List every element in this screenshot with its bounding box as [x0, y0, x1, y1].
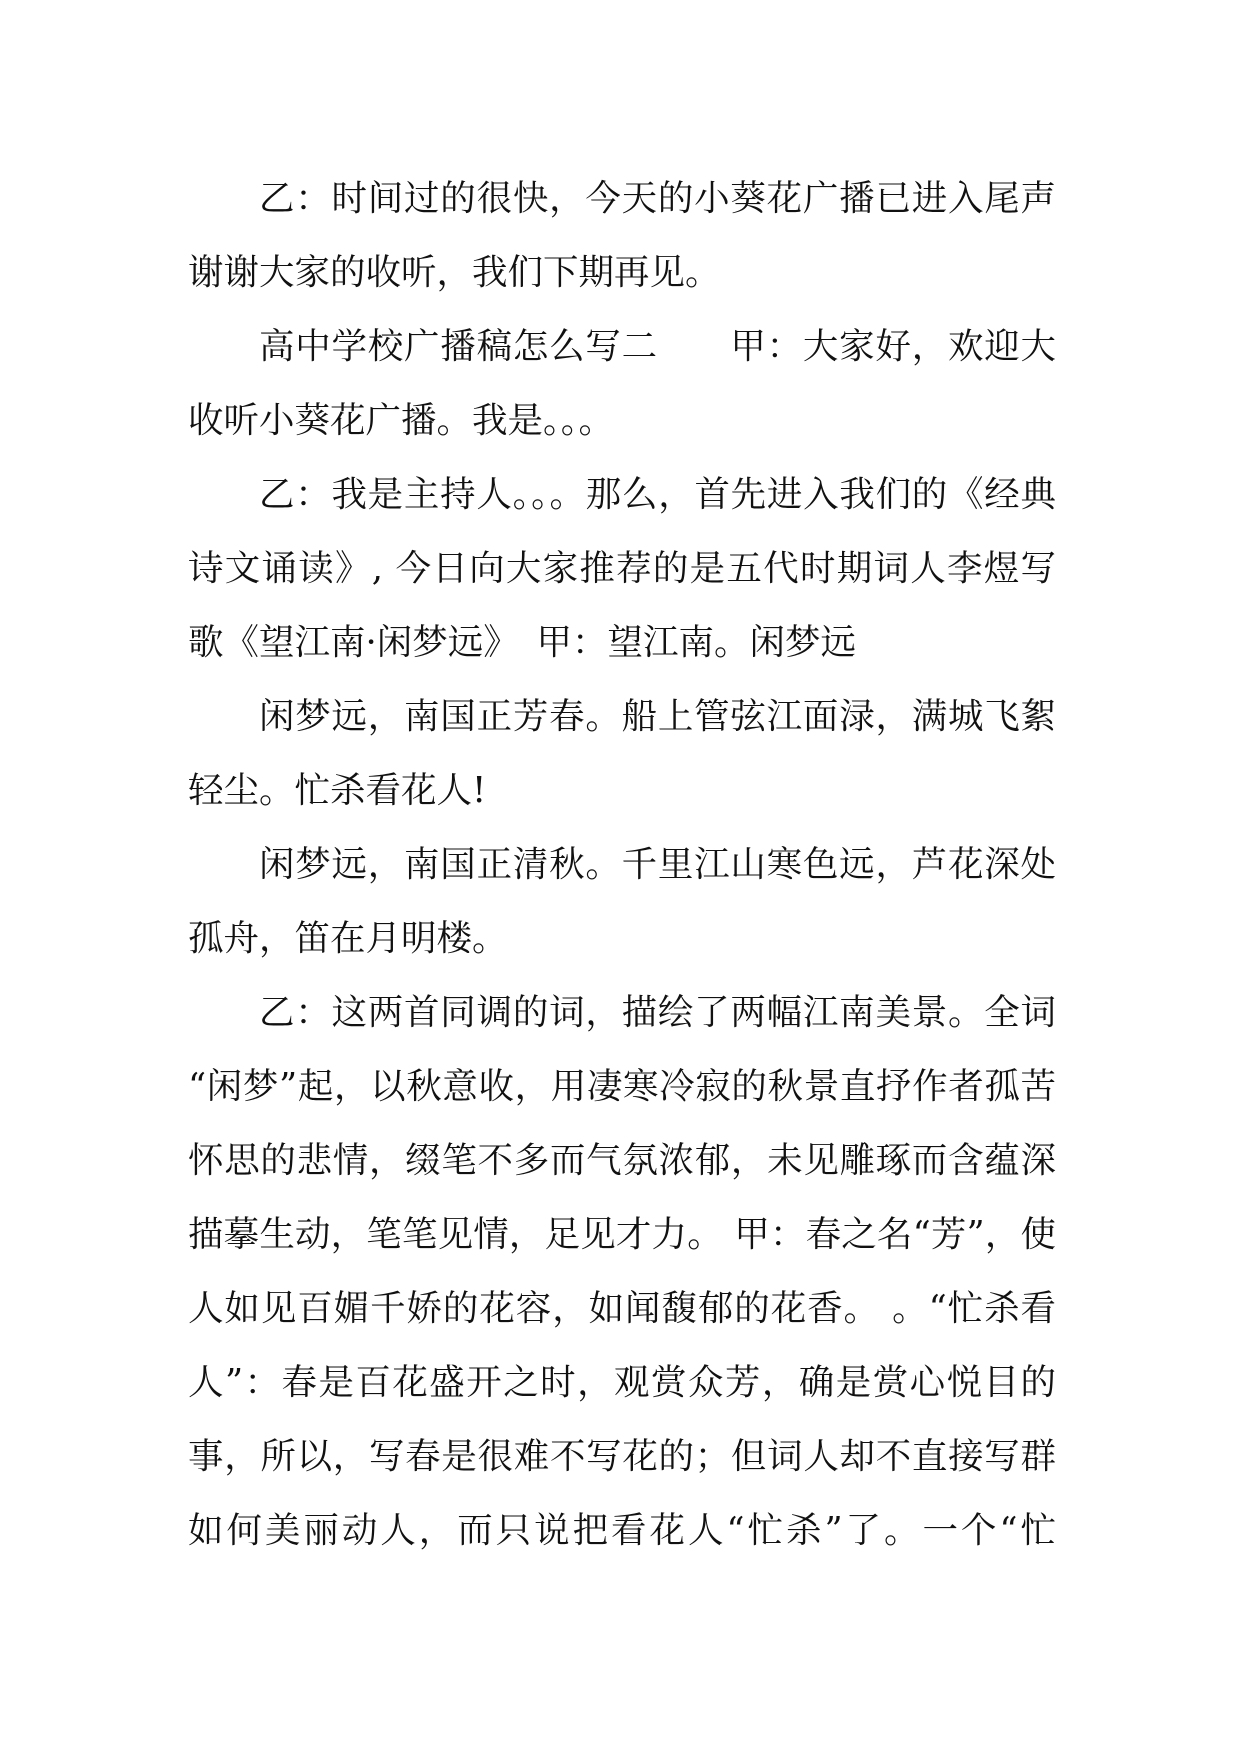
text-line: 人如见百媚千娇的花容，如闻馥郁的花香。 。“忙杀看 [188, 1288, 1056, 1329]
text-line: 事，所以，写春是很难不写花的；但词人却不直接写群 [188, 1436, 1056, 1477]
text-line: 如何美丽动人，而只说把看花人“忙杀”了。一个“忙 [188, 1510, 1056, 1551]
body-text [188, 162, 1056, 1568]
text-line: 孤舟，笛在月明楼。 [188, 918, 508, 959]
text-line: 乙：这两首同调的词，描绘了两幅江南美景。全词 [259, 992, 1056, 1033]
text-line: “闲梦”起，以秋意收，用凄寒冷寂的秋景直抒作者孤苦 [188, 1066, 1056, 1107]
text-line: 乙：我是主持人。。。那么，首先进入我们的《经典 [259, 474, 1056, 515]
text-line: 高中学校广播稿怎么写二 甲：大家好，欢迎大 [259, 326, 1056, 367]
text-line: 乙：时间过的很快，今天的小葵花广播已进入尾声 [259, 178, 1056, 219]
text-line: 描摹生动，笔笔见情，足见才力。 甲：春之名“芳”，使 [188, 1214, 1056, 1255]
text-line: 人”：春是百花盛开之时，观赏众芳，确是赏心悦目的 [188, 1362, 1056, 1403]
text-line: 闲梦远，南国正清秋。千里江山寒色远，芦花深处 [259, 844, 1056, 885]
text-line: 歌《望江南·闲梦远》 甲：望江南。闲梦远 [188, 622, 857, 663]
text-line: 怀思的悲情，缀笔不多而气氛浓郁，未见雕琢而含蕴深 [188, 1140, 1056, 1181]
text-line: 闲梦远，南国正芳春。船上管弦江面渌，满城飞絮 [259, 696, 1056, 737]
text-line: 诗文诵读》, 今日向大家推荐的是五代时期词人李煜写 [188, 548, 1056, 589]
text-line: 谢谢大家的收听，我们下期再见。 [188, 252, 721, 293]
text-line: 收听小葵花广播。我是。。。 [188, 400, 615, 441]
text-line: 轻尘。忙杀看花人! [188, 770, 487, 811]
